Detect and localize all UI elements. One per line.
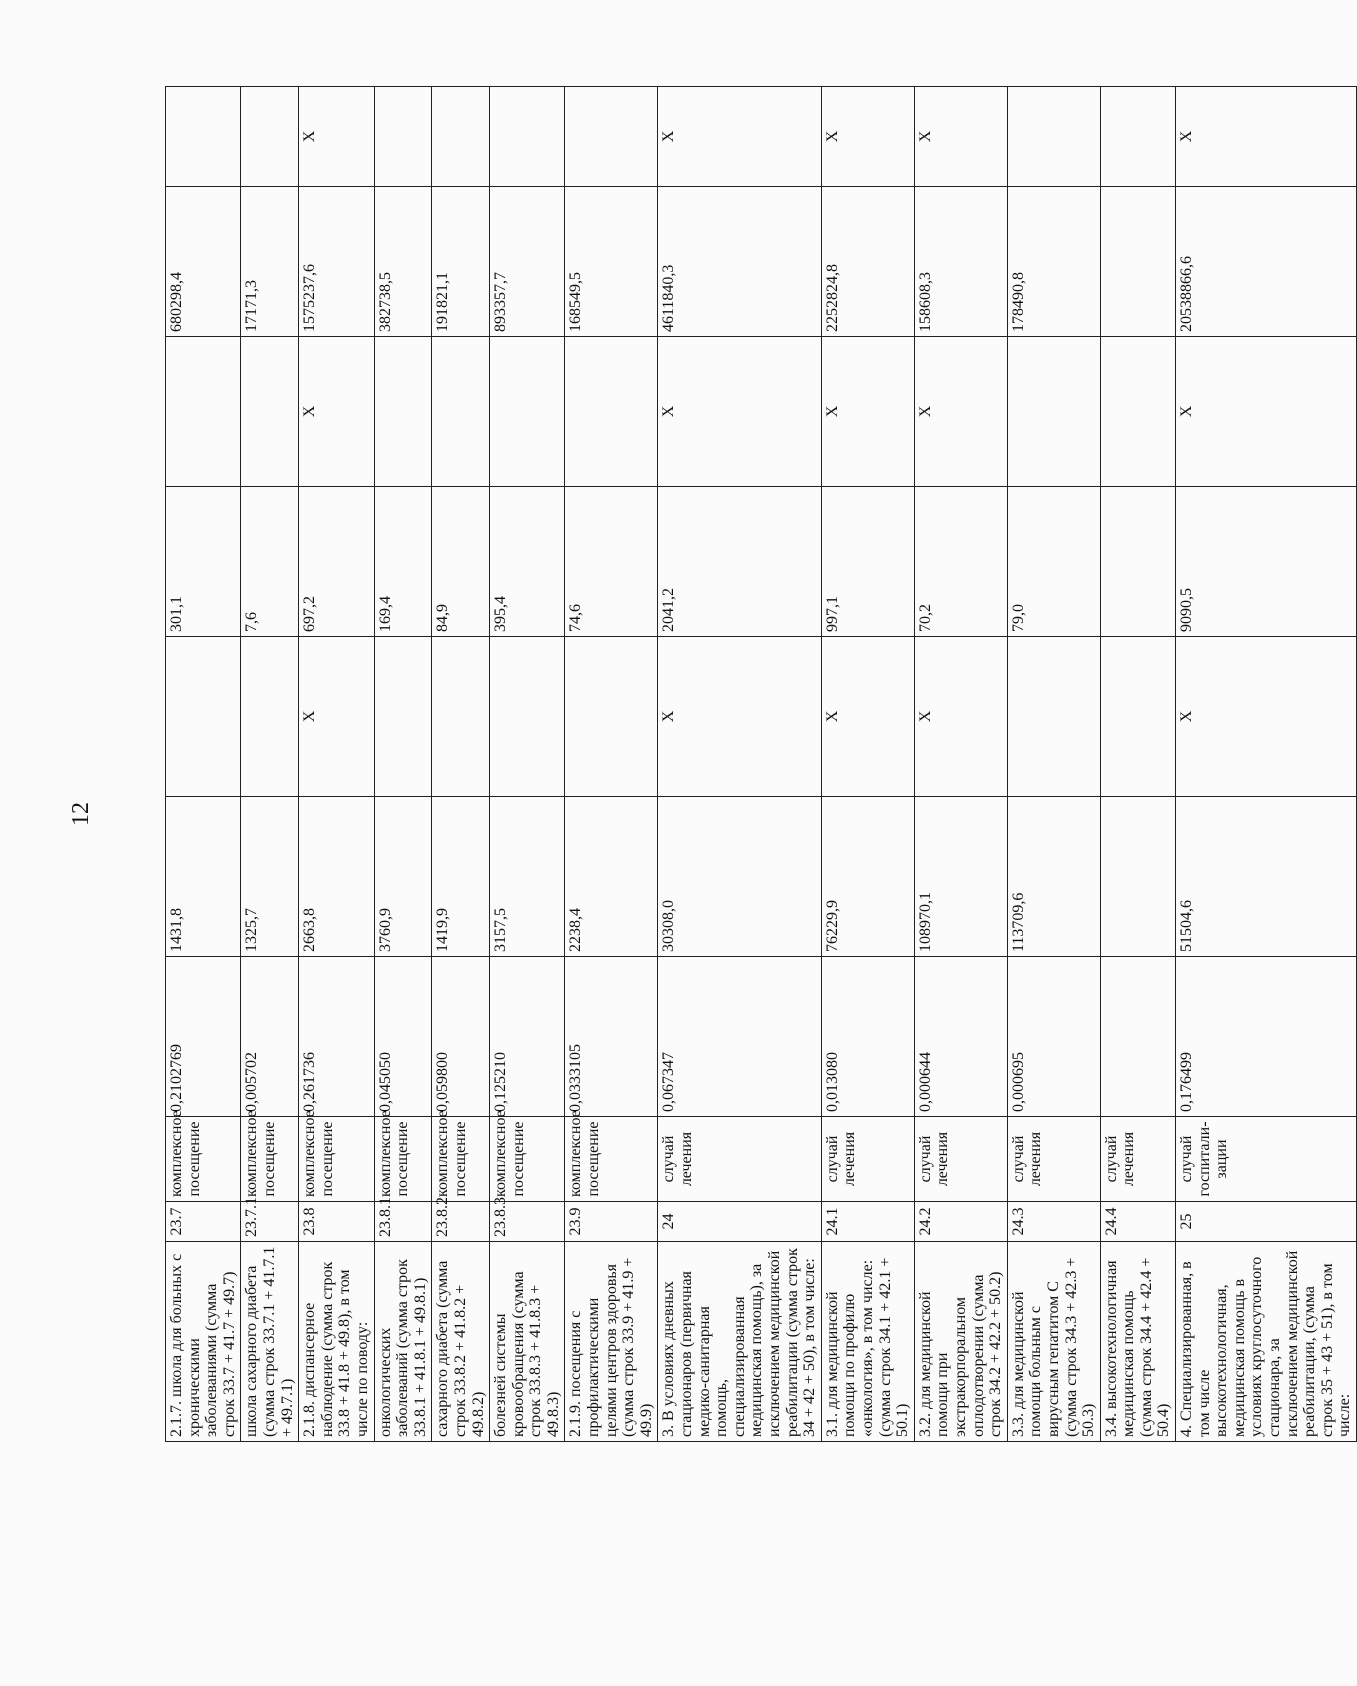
unit-of-measure: случай лечения xyxy=(914,1117,1007,1202)
table-row xyxy=(1007,87,1100,1442)
unit-of-measure: комплексное посещение xyxy=(241,1117,299,1202)
cell-col10 xyxy=(490,87,565,187)
cost-per-unit: 1419,9 xyxy=(432,797,490,957)
row-number: 23.8 xyxy=(299,1202,374,1242)
cell-col6 xyxy=(1100,637,1175,797)
volume-per-person: 0,045050 xyxy=(374,957,432,1117)
cost-per-unit: 113709,6 xyxy=(1007,797,1100,957)
cell-col10 xyxy=(1100,87,1175,187)
cell-col8: Х xyxy=(1176,337,1357,487)
cost-per-unit: 51504,6 xyxy=(1176,797,1357,957)
row-number: 23.8.2 xyxy=(432,1202,490,1242)
row-name: 3.2. для медицинской помощи при экстракорпоральном оплодотворении (сумма строк 34.2 + 42.2 + 50.2) xyxy=(914,1242,1007,1442)
unit-of-measure: комплексное посещение xyxy=(166,1117,241,1202)
table-row xyxy=(490,87,565,1442)
row-number: 23.7 xyxy=(166,1202,241,1242)
cell-col10: Х xyxy=(821,87,914,187)
volume-per-person: 0,013080 xyxy=(821,957,914,1117)
cell-col10 xyxy=(432,87,490,187)
row-number: 23.9 xyxy=(565,1202,658,1242)
cell-col10 xyxy=(1007,87,1100,187)
cell-col8 xyxy=(1100,337,1175,487)
per-capita-normative: 395,4 xyxy=(490,487,565,637)
row-name: 3. В условиях дневных стационаров (первичная медико-санитарная помощь, специализированная медицинская помощь), за исключением медицинской реабилитации (сумма строк 34 + 42 + 50), в том числе: xyxy=(658,1242,821,1442)
per-capita-normative: 70,2 xyxy=(914,487,1007,637)
cell-col8 xyxy=(374,337,432,487)
row-number: 24.3 xyxy=(1007,1202,1100,1242)
table-row xyxy=(565,87,658,1442)
row-number: 25 xyxy=(1176,1202,1357,1242)
per-capita-normative: 7,6 xyxy=(241,487,299,637)
cell-col8 xyxy=(241,337,299,487)
cost-per-unit: 30308,0 xyxy=(658,797,821,957)
row-name: 3.3. для медицинской помощи больным с вирусным гепатитом С (сумма строк 34.3 + 42.3 + 50.3) xyxy=(1007,1242,1100,1442)
cell-col10 xyxy=(166,87,241,187)
row-name: 2.1.8. диспансерное наблюдение (сумма строк 33.8 + 41.8 + 49.8), в том числе по поводу: xyxy=(299,1242,374,1442)
table-row xyxy=(1176,87,1357,1442)
unit-of-measure: комплексное посещение xyxy=(374,1117,432,1202)
unit-of-measure: комплексное посещение xyxy=(565,1117,658,1202)
row-number: 24 xyxy=(658,1202,821,1242)
cost-per-unit xyxy=(1100,797,1175,957)
cell-col10: Х xyxy=(914,87,1007,187)
volume-per-person: 0,2102769 xyxy=(166,957,241,1117)
cell-col6 xyxy=(1007,637,1100,797)
total-cost: 1575237,6 xyxy=(299,187,374,337)
cell-col6: Х xyxy=(821,637,914,797)
row-number: 23.8.3 xyxy=(490,1202,565,1242)
unit-of-measure: случай лечения xyxy=(1007,1117,1100,1202)
cost-per-unit: 3760,9 xyxy=(374,797,432,957)
total-cost: 20538866,6 xyxy=(1176,187,1357,337)
total-cost: 168549,5 xyxy=(565,187,658,337)
cell-col8: Х xyxy=(821,337,914,487)
volume-per-person: 0,261736 xyxy=(299,957,374,1117)
cell-col8: Х xyxy=(658,337,821,487)
cell-col6: Х xyxy=(914,637,1007,797)
row-number: 24.2 xyxy=(914,1202,1007,1242)
cell-col6 xyxy=(432,637,490,797)
total-cost: 191821,1 xyxy=(432,187,490,337)
row-name: школа сахарного диабета (сумма строк 33.7.1 + 41.7.1 + 49.7.1) xyxy=(241,1242,299,1442)
tariff-table xyxy=(165,86,1357,1442)
table-row xyxy=(374,87,432,1442)
cost-per-unit: 1431,8 xyxy=(166,797,241,957)
table-row xyxy=(241,87,299,1442)
row-number: 23.7.1 xyxy=(241,1202,299,1242)
table-row xyxy=(1100,87,1175,1442)
cost-per-unit: 76229,9 xyxy=(821,797,914,957)
per-capita-normative: 169,4 xyxy=(374,487,432,637)
page-number: 12 xyxy=(68,802,94,826)
volume-per-person: 0,000644 xyxy=(914,957,1007,1117)
row-name: 4. Специализированная, в том числе высокотехнологичная, медицинская помощь в условиях круглосуточного стационара, за исключением медицинской реабилитации, (сумма строк 35 + 43 + 51), в том числе: xyxy=(1176,1242,1357,1442)
cost-per-unit: 1325,7 xyxy=(241,797,299,957)
per-capita-normative: 84,9 xyxy=(432,487,490,637)
rotated-page-content xyxy=(165,87,1354,1442)
volume-per-person: 0,059800 xyxy=(432,957,490,1117)
cell-col6 xyxy=(565,637,658,797)
row-name: сахарного диабета (сумма строк 33.8.2 + 41.8.2 + 49.8.2) xyxy=(432,1242,490,1442)
row-number: 24.4 xyxy=(1100,1202,1175,1242)
volume-per-person: 0,125210 xyxy=(490,957,565,1117)
cost-per-unit: 108970,1 xyxy=(914,797,1007,957)
cell-col10: Х xyxy=(1176,87,1357,187)
row-name: болезней системы кровообращения (сумма строк 33.8.3 + 41.8.3 + 49.8.3) xyxy=(490,1242,565,1442)
table-row xyxy=(658,87,821,1442)
unit-of-measure: случай лечения xyxy=(821,1117,914,1202)
unit-of-measure: случай лечения xyxy=(1100,1117,1175,1202)
cell-col10: Х xyxy=(299,87,374,187)
total-cost: 178490,8 xyxy=(1007,187,1100,337)
table-row xyxy=(166,87,241,1442)
cell-col8 xyxy=(490,337,565,487)
cell-col8: Х xyxy=(299,337,374,487)
cell-col10 xyxy=(565,87,658,187)
table-row xyxy=(914,87,1007,1442)
per-capita-normative: 9090,5 xyxy=(1176,487,1357,637)
per-capita-normative xyxy=(1100,487,1175,637)
volume-per-person: 0,000695 xyxy=(1007,957,1100,1117)
unit-of-measure: случай лечения xyxy=(658,1117,821,1202)
per-capita-normative: 301,1 xyxy=(166,487,241,637)
total-cost: 158608,3 xyxy=(914,187,1007,337)
total-cost xyxy=(1100,187,1175,337)
row-name: 3.1. для медицинской помощи по профилю «онкология», в том числе: (сумма строк 34.1 + 42.1 + 50.1) xyxy=(821,1242,914,1442)
row-name: 3.4. высокотехнологичная медицинская помощь (сумма строк 34.4 + 42.4 + 50.4) xyxy=(1100,1242,1175,1442)
cell-col8 xyxy=(432,337,490,487)
row-name: 2.1.7. школа для больных с хроническими заболеваниями (сумма строк 33.7 + 41.7 + 49.7) xyxy=(166,1242,241,1442)
cell-col6: Х xyxy=(1176,637,1357,797)
per-capita-normative: 79,0 xyxy=(1007,487,1100,637)
cell-col6 xyxy=(374,637,432,797)
total-cost: 893357,7 xyxy=(490,187,565,337)
total-cost: 4611840,3 xyxy=(658,187,821,337)
unit-of-measure: комплексное посещение xyxy=(490,1117,565,1202)
row-name: 2.1.9. посещения с профилактическими целями центров здоровья (сумма строк 33.9 + 41.9 + 49.9) xyxy=(565,1242,658,1442)
total-cost: 680298,4 xyxy=(166,187,241,337)
table-row xyxy=(821,87,914,1442)
per-capita-normative: 997,1 xyxy=(821,487,914,637)
cell-col10 xyxy=(241,87,299,187)
cell-col8 xyxy=(166,337,241,487)
table-row xyxy=(432,87,490,1442)
volume-per-person: 0,176499 xyxy=(1176,957,1357,1117)
cell-col8 xyxy=(1007,337,1100,487)
unit-of-measure: комплексное посещение xyxy=(432,1117,490,1202)
cell-col8 xyxy=(565,337,658,487)
cell-col6 xyxy=(241,637,299,797)
row-number: 24.1 xyxy=(821,1202,914,1242)
cell-col8: Х xyxy=(914,337,1007,487)
per-capita-normative: 697,2 xyxy=(299,487,374,637)
cell-col6 xyxy=(166,637,241,797)
total-cost: 382738,5 xyxy=(374,187,432,337)
volume-per-person: 0,0333105 xyxy=(565,957,658,1117)
cost-per-unit: 2238,4 xyxy=(565,797,658,957)
per-capita-normative: 2041,2 xyxy=(658,487,821,637)
row-number: 23.8.1 xyxy=(374,1202,432,1242)
cost-per-unit: 3157,5 xyxy=(490,797,565,957)
cell-col6: Х xyxy=(658,637,821,797)
cell-col10 xyxy=(374,87,432,187)
row-name: онкологических заболеваний (сумма строк 33.8.1 + 41.8.1 + 49.8.1) xyxy=(374,1242,432,1442)
volume-per-person xyxy=(1100,957,1175,1117)
unit-of-measure: комплексное посещение xyxy=(299,1117,374,1202)
volume-per-person: 0,067347 xyxy=(658,957,821,1117)
total-cost: 2252824,8 xyxy=(821,187,914,337)
table-row xyxy=(299,87,374,1442)
total-cost: 17171,3 xyxy=(241,187,299,337)
volume-per-person: 0,005702 xyxy=(241,957,299,1117)
cell-col6 xyxy=(490,637,565,797)
cell-col10: Х xyxy=(658,87,821,187)
cost-per-unit: 2663,8 xyxy=(299,797,374,957)
cell-col6: Х xyxy=(299,637,374,797)
per-capita-normative: 74,6 xyxy=(565,487,658,637)
unit-of-measure: случай госпитали-зации xyxy=(1176,1117,1357,1202)
